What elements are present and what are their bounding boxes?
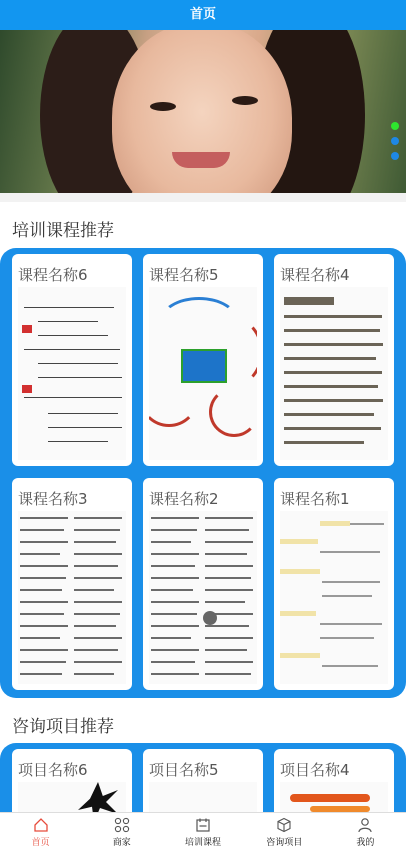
course-thumbnail (149, 287, 257, 460)
tab-merchants[interactable]: 商家 (81, 813, 162, 850)
tab-consulting[interactable]: 咨询项目 (244, 813, 325, 850)
project-card-title: 项目名称6 (18, 761, 88, 779)
course-card[interactable] (143, 478, 263, 690)
course-card-title: 课程名称6 (18, 266, 88, 284)
course-card[interactable] (12, 254, 132, 466)
course-card-title: 课程名称1 (280, 490, 350, 508)
divider (0, 193, 406, 202)
play-handle-icon (203, 611, 217, 625)
grid-icon (114, 817, 130, 833)
user-icon (357, 817, 373, 833)
banner-carousel[interactable] (0, 30, 406, 193)
courses-section-title: 培训课程推荐 (12, 221, 114, 241)
course-card-title: 课程名称3 (18, 490, 88, 508)
courses-panel (0, 248, 406, 698)
tab-home[interactable]: 首页 (0, 813, 81, 850)
project-card-title: 项目名称5 (149, 761, 219, 779)
cube-icon (276, 817, 292, 833)
course-card-title: 课程名称5 (149, 266, 219, 284)
carousel-dot-3[interactable] (391, 152, 399, 160)
course-thumbnail (149, 511, 257, 684)
project-card-title: 项目名称4 (280, 761, 350, 779)
course-thumbnail (18, 287, 126, 460)
course-thumbnail (280, 511, 388, 684)
bottom-tab-bar (0, 812, 406, 850)
page-title: 首页 (189, 7, 216, 22)
carousel-indicator (391, 122, 401, 167)
course-card[interactable] (274, 254, 394, 466)
course-card[interactable] (274, 478, 394, 690)
course-card-title: 课程名称4 (280, 266, 350, 284)
course-thumbnail (280, 287, 388, 460)
carousel-dot-1[interactable] (391, 122, 399, 130)
projects-section-title: 咨询项目推荐 (12, 717, 114, 737)
course-card[interactable] (12, 478, 132, 690)
course-thumbnail (18, 511, 126, 684)
top-nav-bar (0, 0, 406, 30)
home-icon (33, 817, 49, 833)
tab-profile[interactable]: 我的 (325, 813, 406, 850)
banner-portrait (112, 30, 292, 193)
carousel-dot-2[interactable] (391, 137, 399, 145)
course-card[interactable] (143, 254, 263, 466)
course-card-title: 课程名称2 (149, 490, 219, 508)
tab-courses[interactable]: 培训课程 (162, 813, 243, 850)
calendar-icon (195, 817, 211, 833)
